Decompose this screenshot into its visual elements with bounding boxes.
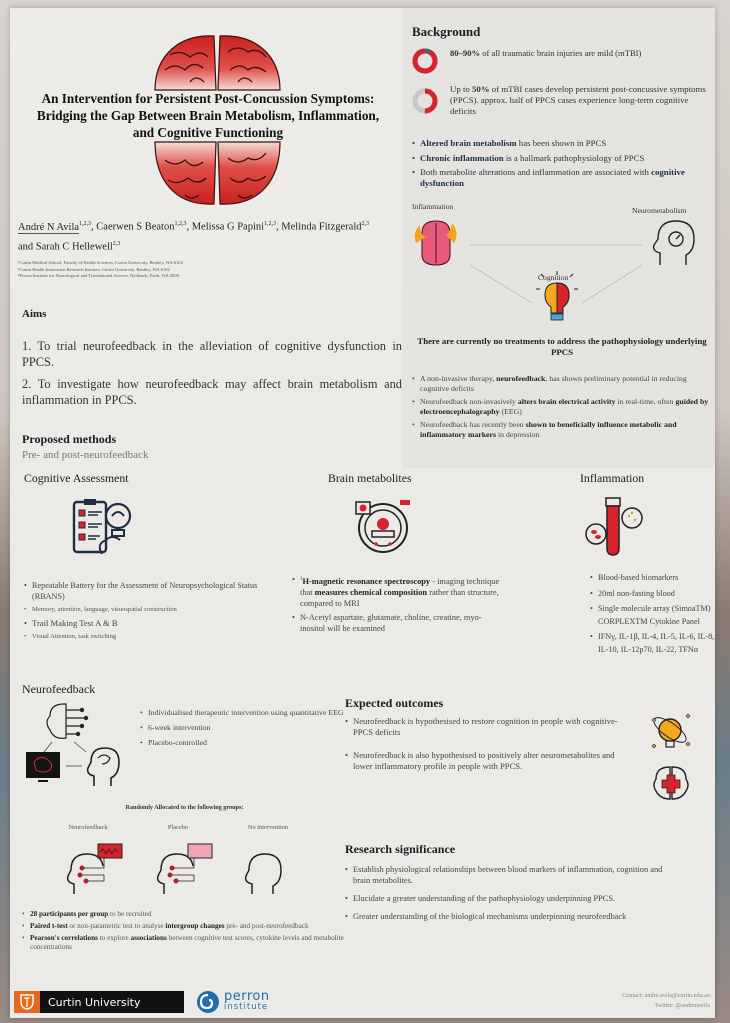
- list-item: [24, 618, 264, 629]
- aim-item: 2. To investigate how neurofeedback may affect brain metabolism and inflammation in PPCS.: [22, 377, 402, 407]
- group-label-no-intervention: No intervention: [247, 824, 289, 831]
- list-item: • IFNγ, IL-1β, IL-4, IL-5, IL-6, IL-8, IL-10, IL-12p70, IL-22, TFNα: [590, 631, 716, 656]
- research-significance-title: Research significance: [345, 842, 456, 856]
- brain-illustration-bottom: [150, 140, 285, 208]
- diagram-label-cognition: Cognition: [538, 273, 569, 282]
- list-item: [22, 934, 352, 952]
- list-item: • Elucidate a greater understanding of the pathophysiology underpinning PPCS.: [345, 893, 665, 904]
- bullet-bold: Paired t-test: [30, 922, 68, 930]
- bullet-text: rather than structure, compared to MRI: [300, 587, 499, 608]
- cognitive-assessment-bullets: [24, 580, 264, 645]
- bullet-text: in depression: [496, 429, 540, 439]
- donut-chart-icon: [412, 88, 438, 114]
- list-item: [292, 574, 502, 609]
- bullet-text: Repeatable Battery for the Assessment of Neuropsychological Status (RBANS): [32, 581, 258, 601]
- circuit-brain-icon: [47, 704, 88, 738]
- methods-subtitle: Pre- and post-neurofeedback: [22, 449, 149, 461]
- curtin-university-logo: [14, 991, 184, 1013]
- bullet-text: to explore: [97, 934, 131, 942]
- bullet-sup: 1: [300, 577, 303, 582]
- author-sep: ,: [186, 221, 192, 233]
- contact-email[interactable]: Contact: andre.avila@curtin.edu.au: [622, 992, 710, 999]
- author-affil: 2,3: [361, 221, 369, 227]
- list-item: • Placebo-controlled: [140, 736, 350, 749]
- lightbulb-atom-icon: [648, 710, 692, 754]
- perron-subname: institute: [224, 1002, 269, 1012]
- list-item: • Single molecule array (SimoaTM) CORPLEXTM Cytokine Panel: [590, 603, 716, 628]
- list-item: • 20ml non-fasting blood: [590, 588, 716, 601]
- bullet-bold: alters brain electrical activity: [517, 397, 616, 407]
- list-item: [412, 167, 717, 188]
- bullet-bold: guided by electroencephalography: [420, 397, 709, 416]
- aims-title: Aims: [22, 308, 47, 320]
- author-affil: 1,2,3: [79, 221, 92, 227]
- stat-text: of all traumatic brain injuries are mild (mTBI): [480, 48, 642, 58]
- neurofeedback-diagram-icon: [24, 700, 134, 790]
- expected-outcomes-title: Expected outcomes: [345, 696, 444, 710]
- cognition-lightbulb-icon: [536, 271, 578, 320]
- list-item: [22, 922, 352, 931]
- author-affil: 1,2,3: [174, 221, 187, 227]
- bullet-text: in real-time, often: [615, 397, 676, 407]
- bullet-bold: associations: [130, 934, 167, 942]
- diagram-label-inflammation: Inflammation: [412, 202, 454, 211]
- list-item: [412, 397, 717, 416]
- list-item: • Blood-based biomarkers: [590, 572, 716, 585]
- brain-medical-cross-icon: [652, 764, 690, 802]
- affiliations: [18, 260, 338, 280]
- affiliation: ³Perron Institute for Neurological and Translational Science, Nedlands, Perth, WA 6009: [18, 273, 179, 278]
- random-allocation-label: Randomly Allocated to the following groups:: [125, 804, 244, 811]
- bullet-bold: intergroup changes: [165, 922, 225, 930]
- affiliation: ¹Curtin Medical School, Faculty of Health Sciences, Curtin University, Bentley, WA 6102: [18, 260, 183, 265]
- bullet-text: Neurofeedback has recently been: [420, 420, 526, 430]
- bullet-text: - imaging technique that: [300, 576, 500, 597]
- concept-diagram: [410, 213, 715, 333]
- author-sep: ,: [276, 221, 282, 233]
- author-name: Caerwen S Beaton: [96, 221, 175, 233]
- background-title: Background: [412, 24, 481, 39]
- bullet-bold: cognitive dysfunction: [420, 167, 685, 188]
- neurofeedback-title: Neurofeedback: [22, 682, 96, 696]
- stat-value: 50%: [472, 84, 490, 94]
- author-name: Melinda Fitzgerald: [281, 221, 362, 233]
- bullet-text: Trail Making Test A & B: [32, 618, 118, 628]
- perron-institute-logo: [196, 989, 270, 1015]
- neurofeedback-group-icon: [68, 844, 122, 894]
- author-affil: 1,2,3: [264, 221, 277, 227]
- author-name: André N Avila: [18, 221, 80, 233]
- stat-mtbi: [412, 48, 712, 76]
- bullet-text: Both metabolite alterations and inflammation are associated with: [420, 167, 652, 177]
- curtin-university-name: Curtin University: [48, 995, 141, 1009]
- stat-text: of mTBI cases develop persistent post-concussive symptoms (PPCS). approx. half of PPCS cases experience long-term cognitive deficits: [450, 84, 706, 116]
- inflammation-bullets: [590, 572, 716, 659]
- stat-value: 80–90%: [450, 48, 481, 58]
- bullet-text: A non-invasive therapy,: [420, 374, 497, 383]
- author-name: Melissa G Papini: [191, 221, 265, 233]
- list-item: [412, 153, 717, 164]
- placebo-group-icon: [158, 844, 212, 894]
- list-item: [22, 910, 352, 919]
- bullet-text: , has shown preliminary potential in reducing cognitive deficits: [420, 374, 687, 393]
- diagram-link: [582, 265, 642, 303]
- bullet-text: Neurofeedback non-invasively: [420, 397, 518, 407]
- author-name: Sarah C Hellewell: [35, 241, 113, 252]
- bullet-text: between cognitive test scores, cytokine levels and metabolite concentrations: [30, 934, 344, 951]
- contact-info: [530, 991, 710, 1011]
- bullet-text: to be recruited: [108, 910, 152, 918]
- donut-chart-icon: [412, 48, 438, 74]
- background-bullets: [412, 138, 717, 192]
- list-item: [412, 420, 717, 439]
- group-icons: [60, 840, 330, 896]
- perron-name: perron: [224, 989, 270, 1004]
- inflammation-title: Inflammation: [580, 471, 645, 485]
- brain-illustration-top: [150, 30, 285, 92]
- bullet-bold: measures chemical composition: [314, 587, 428, 597]
- author-sep: ,: [91, 221, 97, 233]
- no-treatment-statement: There are currently no treatments to address the pathophysiology underlying PPCS: [417, 336, 707, 357]
- title-line: Bridging the Gap Between Brain Metabolism, Inflammation,: [36, 108, 380, 123]
- neurometabolism-head-icon: [654, 221, 694, 265]
- bullet-text: (EEG): [499, 406, 522, 416]
- curtin-shield-icon: [14, 991, 40, 1013]
- affiliation: ²Curtin Health Innovation Research Institute, Curtin University, Bentley, WA 6102: [18, 266, 170, 272]
- list-item: [24, 580, 264, 602]
- stat-ppcs: [412, 84, 712, 120]
- list-item: [412, 374, 717, 393]
- group-label-neurofeedback: Neurofeedback: [68, 824, 108, 831]
- diagram-label-neurometabolism: Neurometabolism: [632, 206, 687, 215]
- diagram-link: [470, 265, 532, 303]
- bullet-bold: Chronic inflammation: [420, 152, 504, 163]
- bullet-bold: shown to beneficially influence metabolic and inflammatory markers: [420, 420, 677, 439]
- blood-test-tube-icon: [584, 496, 644, 558]
- bullet-subtext: • Memory, attention, language, visuospatial construction: [24, 605, 264, 615]
- research-significance-bullets: [345, 864, 665, 929]
- stat-pre: Up to: [450, 84, 472, 94]
- contact-twitter[interactable]: Twitter: @andrenavila: [654, 1002, 710, 1009]
- bullet-bold: neurofeedback: [496, 374, 546, 383]
- poster: [10, 8, 715, 1018]
- bullet-bold: H-magnetic resonance spectroscopy: [302, 576, 431, 586]
- aims-list: [22, 338, 402, 414]
- perron-swirl-icon: [196, 990, 220, 1014]
- bullet-text: pre- and post-neurofeedback: [224, 922, 309, 930]
- methods-title: Proposed methods: [22, 432, 117, 446]
- group-label-placebo: Placebo: [167, 824, 189, 831]
- author-affil: 2,3: [112, 240, 121, 247]
- poster-title: [18, 90, 398, 141]
- head-brain-icon: [88, 748, 119, 786]
- cognitive-assessment-title: Cognitive Assessment: [24, 471, 129, 485]
- bullet-text: has been shown in PPCS: [516, 138, 607, 148]
- list-item: • Greater understanding of the biological mechanisms underpinning neurofeedback: [345, 911, 665, 922]
- bullet-bold: Pearson's correlations: [30, 934, 98, 942]
- list-item: [412, 138, 717, 149]
- bullet-text: or non-parametric test to analyse: [67, 922, 166, 930]
- list-item: [292, 612, 502, 634]
- inflamed-brain-icon: [415, 221, 457, 265]
- mri-scanner-icon: [352, 498, 414, 556]
- list-item: • Individualised therapeutic intervention using quantitative EEG: [140, 706, 350, 719]
- bullet-subtext: • Visual Attention, task switching: [24, 632, 264, 642]
- bullet-bold: 28 participants per group: [30, 910, 109, 918]
- bullet-text: N-Acetyl aspartate, glutamate, choline, creatine, myo-inositol will be examined: [300, 612, 482, 633]
- clipboard-brain-icon: [72, 498, 136, 560]
- list-item: • Neurofeedback is also hypothesised to positively alter neurometabolites and lower inflammatory profile in people with PPCS.: [345, 750, 620, 772]
- list-item: • Neurofeedback is hypothesised to restore cognition in people with cognitive-PPCS deficits: [345, 716, 620, 738]
- aim-item: 1. To trial neurofeedback in the alleviation of cognitive dysfunction in PPCS.: [22, 339, 402, 369]
- eeg-monitor-icon: [26, 752, 60, 782]
- title-line: An Intervention for Persistent Post-Concussion Symptoms:: [41, 91, 375, 106]
- brain-metabolites-bullets: [292, 574, 502, 637]
- neurofeedback-background-bullets: [412, 374, 717, 444]
- list-item: • 6-week intervention: [140, 721, 350, 734]
- no-intervention-head-icon: [246, 854, 281, 894]
- author-prefix: and: [18, 241, 36, 252]
- expected-outcomes-bullets: [345, 716, 620, 784]
- brain-metabolites-title: Brain metabolites: [328, 471, 412, 485]
- list-item: • Establish physiological relationships between blood markers of inflammation, cognition and brain metabolites.: [345, 864, 665, 886]
- bullet-bold: Altered brain metabolism: [420, 138, 517, 148]
- author-list: [18, 216, 408, 255]
- title-line: and Cognitive Functioning: [132, 125, 284, 140]
- analysis-bullets: [22, 910, 352, 955]
- bullet-text: is a hallmark pathophysiology of PPCS: [503, 152, 645, 163]
- neurofeedback-bullets: [140, 706, 350, 751]
